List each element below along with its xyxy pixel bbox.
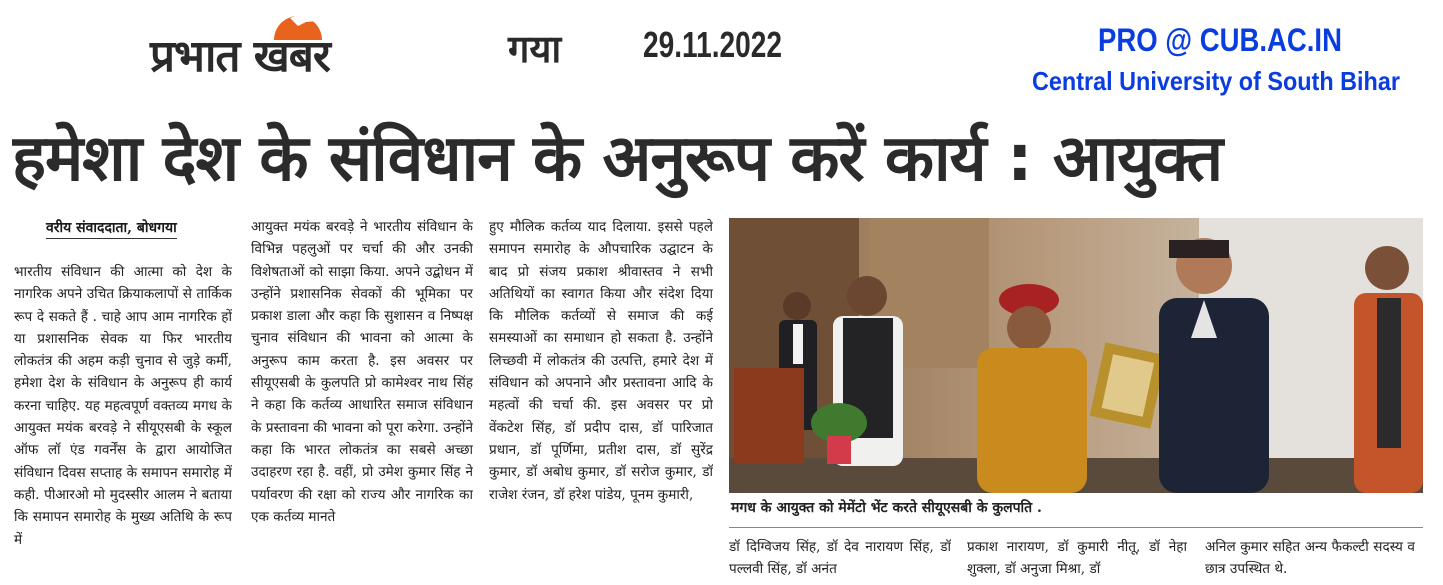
edition-name: गया — [508, 27, 562, 71]
article-column-5: प्रकाश नारायण, डॉ कुमारी नीतू, डॉ नेहा शुक्ला, डॉ अनुजा मिश्रा, डॉ — [967, 539, 1187, 578]
article-column-2: आयुक्त मयंक बरवड़े ने भारतीय संविधान के विभिन्न पहलुओं पर चर्चा की और उनकी विशेषताओं को साझा किया. अपने उद्बोधन में उन्होंने प्रशासनिक सेवकों की भूमिका पर प्रकाश डाला और कहा कि सुशासन व निष्पक्ष चुनाव संविधान की भावना को आत्मा के अनुरूप काम करता है. इस अवसर पर सीयूएसबी के कुलपति प्रो कामेश्वर नाथ सिंह ने कहा कि कर्तव्य आधारित समाज संविधान के प्रस्तावना की भावना को पूरा करेगा. उन्होंने कहा कि भारत लोकतंत्र का सबसे अच्छा उदाहरण रहा है. वहीं, प्रो उमेश कुमार सिंह ने पर्यावरण की रक्षा को राज्य और नागरिक का एक कर्तव्य मानते — [251, 219, 473, 525]
caption-divider — [729, 527, 1423, 528]
logo-text: प्रभात खबर — [150, 31, 330, 82]
memento-ceremony-image — [729, 218, 1423, 493]
byline: वरीय संवाददाता, बोधगया — [46, 218, 177, 239]
pro-email: PRO @ CUB.AC.IN — [1098, 22, 1342, 58]
article-column-1: भारतीय संविधान की आत्मा को देश के नागरिक अपने उचित क्रियाकलापों से तार्किक रूप दे सकते हैं . चाहे आप आम नागरिक हों या प्रशासनिक सेवक या फिर भारतीय लोकतंत्र की अहम कड़ी चुनाव से जुड़े कर्मी, हमेशा देश के संविधान के अनुरूप ही कार्य करना चाहिए. यह महत्वपूर्ण वक्तव्य मगध के आयुक्त मयंक बरवड़े ने सीयूएसबी के स्कूल ऑफ लॉ एंड गवर्नेंस के द्वारा आयोजित संविधान दिवस सप्ताह के समापन समारोह में कही. पीआरओ मो मुदस्सीर आलम ने बताया कि समापन समारोह के मुख्य अतिथि के रूप में — [14, 264, 232, 548]
article-column-6: अनिल कुमार सहित अन्य फैकल्टी सदस्य व छात्र उपस्थित थे. — [1205, 539, 1415, 578]
newspaper-logo — [150, 10, 435, 80]
masthead — [0, 0, 1443, 112]
publication-date: 29.11.2022 — [643, 24, 782, 65]
article-headline: हमेशा देश के संविधान के अनुरूप करें कार्य : आयुक्त — [12, 122, 1223, 196]
article-column-4: डॉ दिग्विजय सिंह, डॉ देव नारायण सिंह, डॉ पल्लवी सिंह, डॉ अनंत — [729, 539, 951, 578]
article-column-3: हुए मौलिक कर्तव्य याद दिलाया. इससे पहले समापन समारोह के औपचारिक उद्घाटन के बाद प्रो संजय प्रकाश श्रीवास्तव ने सभी अतिथियों का स्वागत किया और संदेश दिया कि मौलिक कर्तव्यों से समाज की कई समस्याओं का समाधान हो सकता है. उन्होंने लिच्छवी में लोकतंत्र की उत्पत्ति, हमारे देश में संविधान को अपनाने और प्रस्तावना आदि के महत्वों की चर्चा की. इस अवसर पर प्रो वेंकटेश सिंह, डॉ प्रदीप दास, डॉ पारिजात प्रधान, डॉ पूर्णिमा, प्रतीश दास, डॉ सुरेंद्र कुमार, डॉ अबोध कुमार, डॉ सरोज कुमार, डॉ राजेश रंजन, डॉ हरेश पांडेय, पूनम कुमारी, — [489, 219, 713, 503]
photo-caption: मगध के आयुक्त को मेमेंटो भेंट करते सीयूएसबी के कुलपति . — [731, 500, 1042, 516]
news-photo — [729, 218, 1423, 493]
university-name: Central University of South Bihar — [1032, 66, 1400, 96]
